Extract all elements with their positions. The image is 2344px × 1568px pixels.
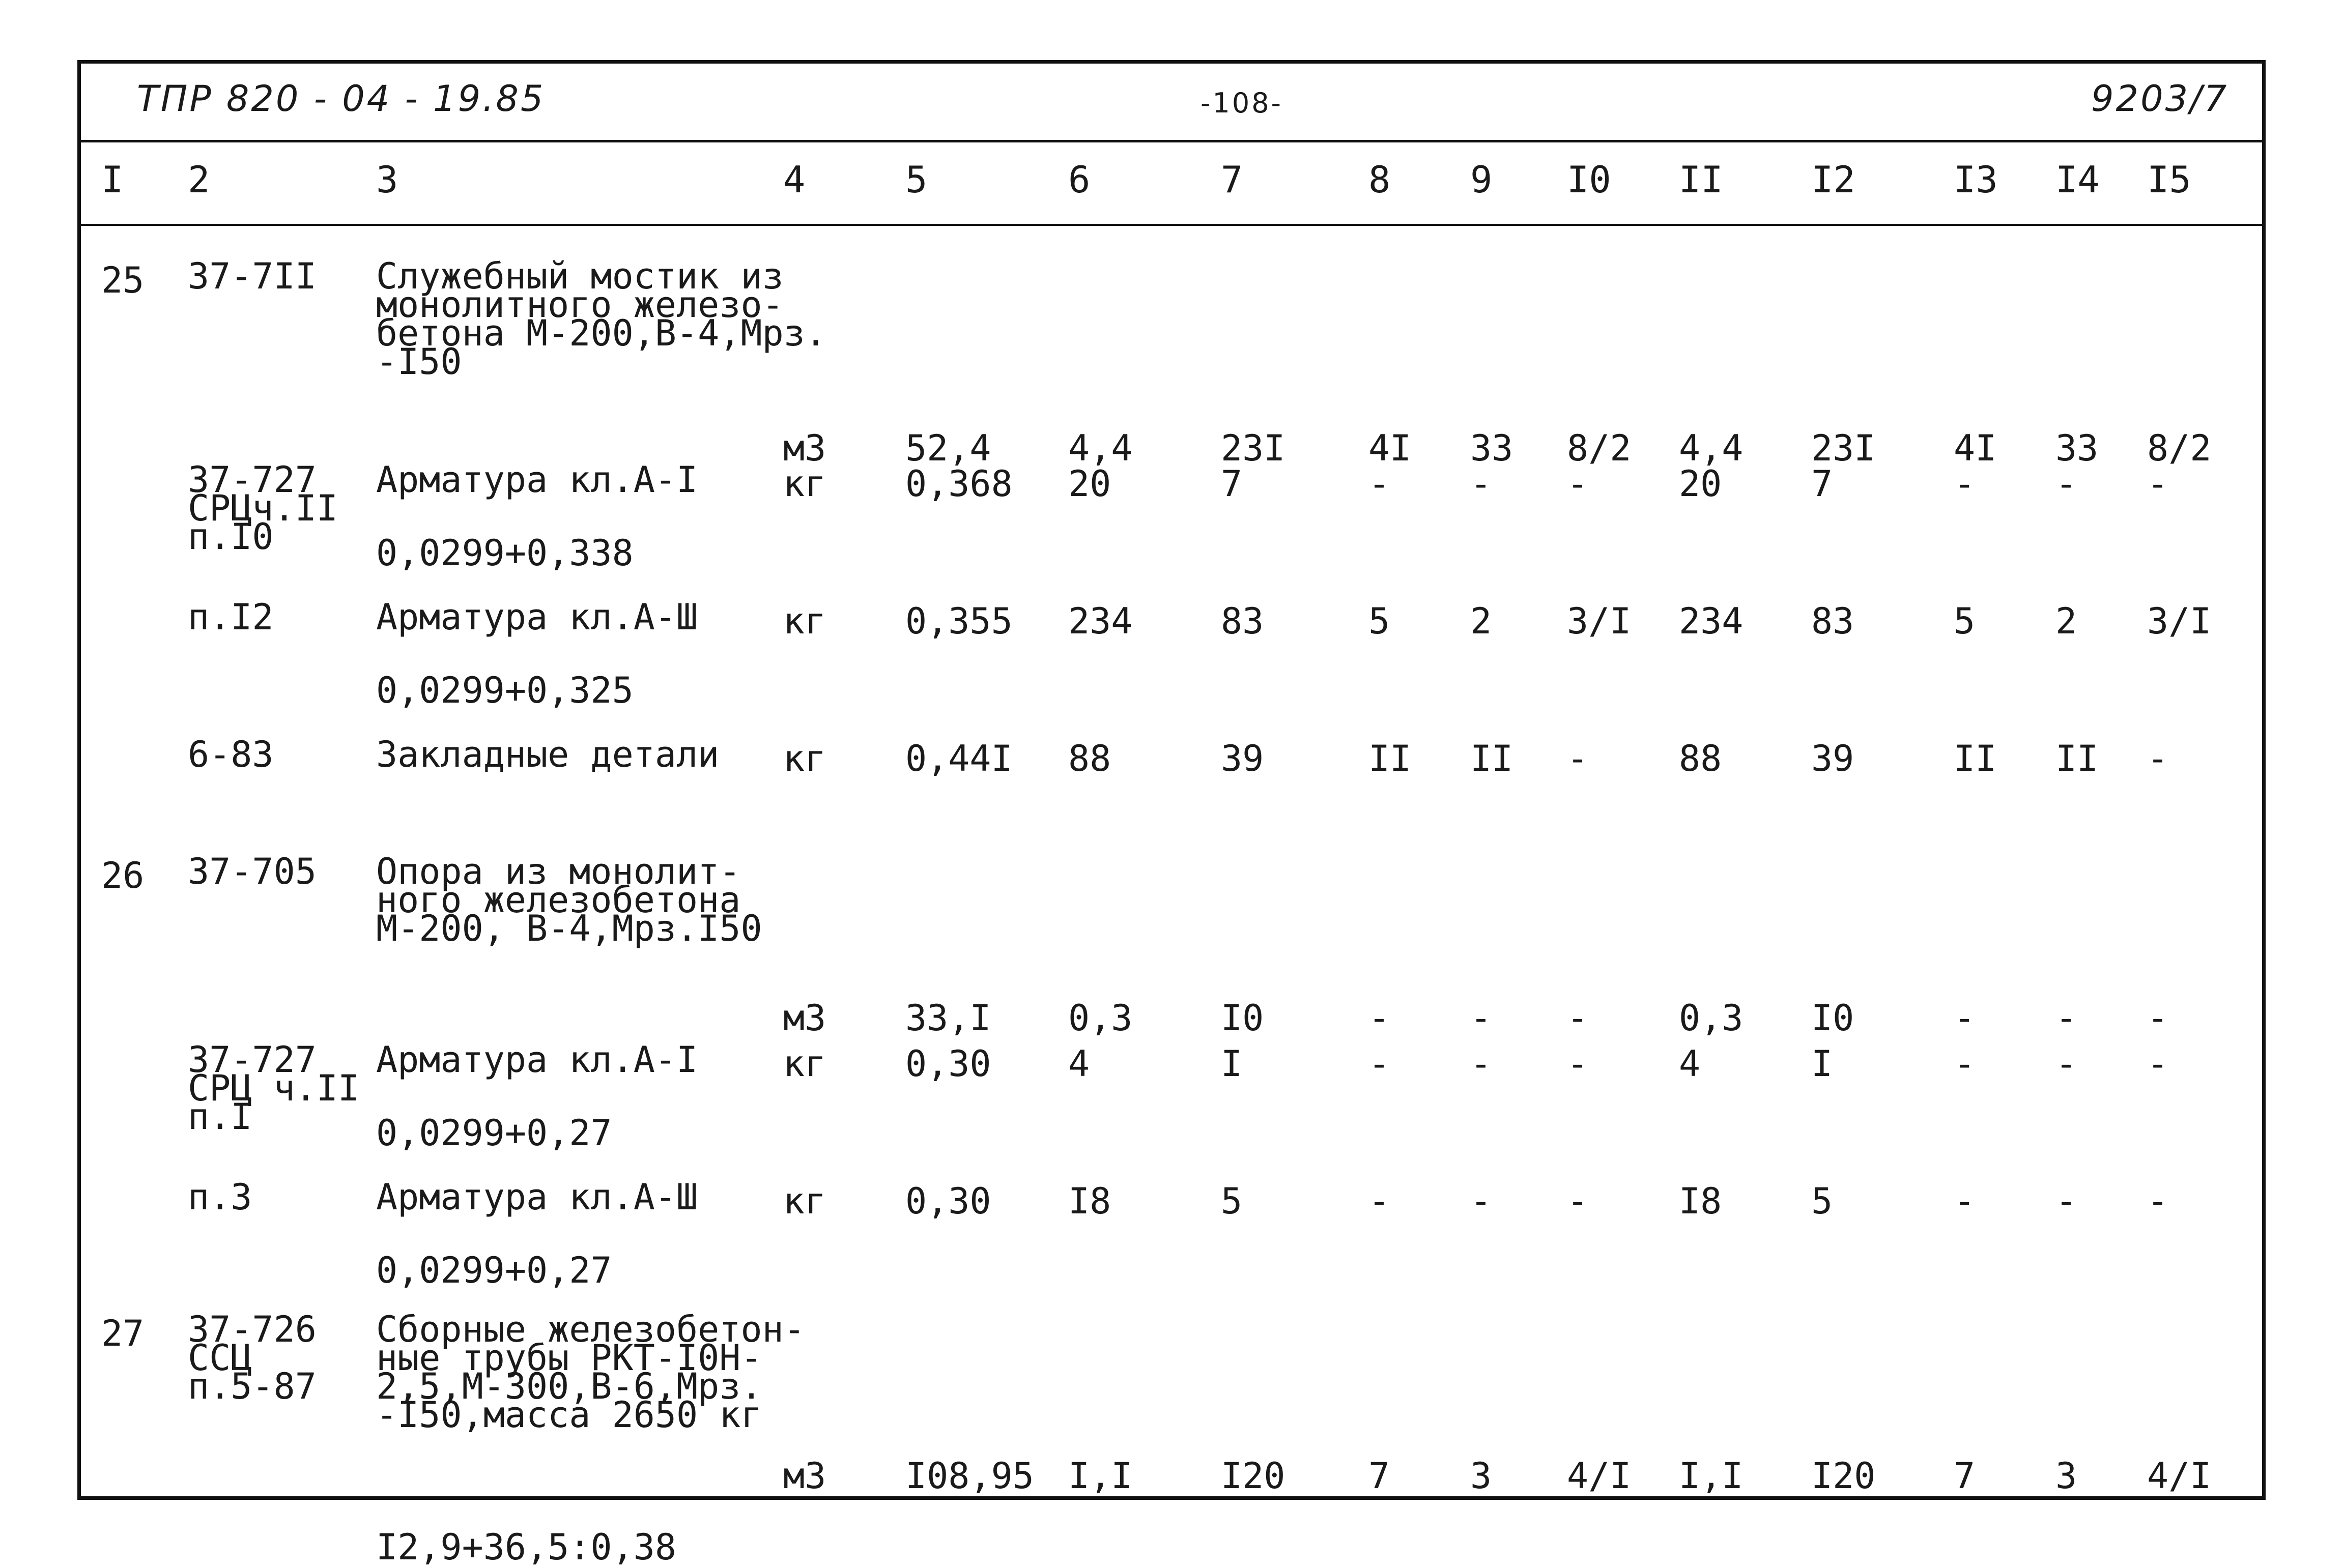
value-col-12: 83 <box>1811 600 1854 642</box>
value-col-8: - <box>1368 997 1390 1039</box>
value-col-15: 3/I <box>2147 600 2212 642</box>
rate-code: 37-7II <box>188 255 317 297</box>
value-col-13: - <box>1954 1043 1976 1085</box>
value-col-5: 0,44I <box>905 738 1013 779</box>
value-col-7: I0 <box>1221 997 1264 1039</box>
value-col-13: II <box>1954 738 1997 779</box>
value-col-14: - <box>2055 1043 2077 1085</box>
unit: кг <box>783 1043 826 1085</box>
value-col-11: I,I <box>1679 1455 1743 1497</box>
value-col-15: - <box>2147 738 2169 779</box>
column-number: 9 <box>1470 158 1493 201</box>
column-header-divider <box>81 224 2262 226</box>
rate-code: 37-727 СРЦч.II п.I0 <box>188 459 338 558</box>
value-col-14: 2 <box>2055 600 2077 642</box>
calculation-formula: 0,0299+0,325 <box>376 670 634 711</box>
document-sheet <box>77 60 2266 1568</box>
value-col-9: - <box>1470 463 1492 505</box>
value-col-5: 0,30 <box>905 1180 991 1222</box>
value-col-6: I,I <box>1068 1455 1133 1497</box>
calculation-formula: I2,9+36,5:0,38 <box>376 1526 677 1568</box>
value-col-10: - <box>1567 1180 1589 1222</box>
column-number: 5 <box>905 158 928 201</box>
value-col-10: 4/I <box>1567 1455 1632 1497</box>
value-col-13: 7 <box>1954 1455 1976 1497</box>
value-col-10: 8/2 <box>1567 427 1632 469</box>
value-col-7: I <box>1221 1043 1243 1085</box>
value-col-14: - <box>2055 997 2077 1039</box>
page-number: -108- <box>1200 87 1283 119</box>
column-number: I2 <box>1811 158 1855 201</box>
column-number: 3 <box>376 158 398 201</box>
work-description: Арматура кл.А-Ш <box>376 1176 698 1218</box>
value-col-6: 0,3 <box>1068 997 1133 1039</box>
value-col-8: 5 <box>1368 600 1390 642</box>
value-col-14: 3 <box>2055 1455 2077 1497</box>
value-col-8: 7 <box>1368 1455 1390 1497</box>
value-col-5: 52,4 <box>905 427 991 469</box>
value-col-14: 33 <box>2055 427 2099 469</box>
value-col-14: II <box>2055 738 2099 779</box>
value-col-12: 7 <box>1811 463 1833 505</box>
value-col-9: - <box>1470 1043 1492 1085</box>
value-col-7: 23I <box>1221 427 1285 469</box>
unit: м3 <box>783 1455 826 1497</box>
header-divider <box>81 140 2262 142</box>
value-col-13: - <box>1954 997 1976 1039</box>
value-col-7: 39 <box>1221 738 1264 779</box>
column-number: II <box>1679 158 1723 201</box>
value-col-7: 7 <box>1221 463 1243 505</box>
value-col-12: I <box>1811 1043 1833 1085</box>
value-col-13: 5 <box>1954 600 1976 642</box>
value-col-11: 4 <box>1679 1043 1701 1085</box>
value-col-11: 0,3 <box>1679 997 1743 1039</box>
value-col-12: I0 <box>1811 997 1854 1039</box>
value-col-7: 83 <box>1221 600 1264 642</box>
column-number: 8 <box>1368 158 1391 201</box>
value-col-14: - <box>2055 463 2077 505</box>
unit: кг <box>783 463 826 505</box>
value-col-10: - <box>1567 463 1589 505</box>
item-number: 25 <box>101 259 145 301</box>
rate-code: п.I2 <box>188 596 274 638</box>
work-description: Служебный мостик из монолитного железо- бетона М-200,В-4,Мрз. -I50 <box>376 255 827 383</box>
column-number: I <box>101 158 124 201</box>
value-col-15: - <box>2147 997 2169 1039</box>
unit: м3 <box>783 997 826 1039</box>
value-col-6: 4,4 <box>1068 427 1133 469</box>
value-col-13: 4I <box>1954 427 1997 469</box>
value-col-9: 2 <box>1470 600 1492 642</box>
column-number: I3 <box>1954 158 1998 201</box>
unit: кг <box>783 600 826 642</box>
value-col-11: I8 <box>1679 1180 1722 1222</box>
value-col-15: 4/I <box>2147 1455 2212 1497</box>
value-col-13: - <box>1954 1180 1976 1222</box>
value-col-9: II <box>1470 738 1513 779</box>
sheet-number: 9203/7 <box>2091 78 2229 120</box>
calculation-formula: 0,0299+0,27 <box>376 1112 612 1154</box>
value-col-12: 5 <box>1811 1180 1833 1222</box>
value-col-5: 0,30 <box>905 1043 991 1085</box>
value-col-5: 0,355 <box>905 600 1013 642</box>
value-col-15: - <box>2147 1043 2169 1085</box>
column-number: 4 <box>783 158 806 201</box>
value-col-12: 23I <box>1811 427 1876 469</box>
column-number: 7 <box>1221 158 1243 201</box>
value-col-8: II <box>1368 738 1412 779</box>
value-col-8: 4I <box>1368 427 1412 469</box>
value-col-14: - <box>2055 1180 2077 1222</box>
column-number: I4 <box>2055 158 2100 201</box>
value-col-5: 0,368 <box>905 463 1013 505</box>
rate-code: 37-705 <box>188 851 317 892</box>
value-col-11: 4,4 <box>1679 427 1743 469</box>
value-col-9: 33 <box>1470 427 1513 469</box>
value-col-7: I20 <box>1221 1455 1285 1497</box>
value-col-5: 33,I <box>905 997 991 1039</box>
value-col-8: - <box>1368 1180 1390 1222</box>
unit: кг <box>783 738 826 779</box>
unit: м3 <box>783 427 826 469</box>
value-col-10: - <box>1567 738 1589 779</box>
value-col-15: 8/2 <box>2147 427 2212 469</box>
calculation-formula: 0,0299+0,338 <box>376 532 634 574</box>
value-col-11: 20 <box>1679 463 1722 505</box>
rate-code: п.3 <box>188 1176 252 1218</box>
calculation-formula: 0,0299+0,27 <box>376 1250 612 1291</box>
column-number: 2 <box>188 158 210 201</box>
value-col-5: I08,95 <box>905 1455 1034 1497</box>
value-col-10: - <box>1567 997 1589 1039</box>
column-number: I0 <box>1567 158 1611 201</box>
rate-code: 6-83 <box>188 734 274 775</box>
value-col-6: 234 <box>1068 600 1133 642</box>
value-col-11: 88 <box>1679 738 1722 779</box>
value-col-10: - <box>1567 1043 1589 1085</box>
column-number: 6 <box>1068 158 1091 201</box>
value-col-8: - <box>1368 463 1390 505</box>
value-col-15: - <box>2147 463 2169 505</box>
value-col-15: - <box>2147 1180 2169 1222</box>
value-col-8: - <box>1368 1043 1390 1085</box>
document-code: ТПР 820 - 04 - 19.85 <box>137 78 546 120</box>
work-description: Арматура кл.А-I <box>376 459 698 501</box>
value-col-13: - <box>1954 463 1976 505</box>
value-col-10: 3/I <box>1567 600 1632 642</box>
unit: кг <box>783 1180 826 1222</box>
rate-code: 37-726 ССЦ п.5-87 <box>188 1309 317 1407</box>
value-col-9: - <box>1470 997 1492 1039</box>
value-col-6: 4 <box>1068 1043 1090 1085</box>
value-col-9: 3 <box>1470 1455 1492 1497</box>
value-col-12: 39 <box>1811 738 1854 779</box>
rate-code: 37-727 СРЦ ч.II п.I <box>188 1039 360 1138</box>
work-description: Сборные железобетон- ные трубы РКТ-I0Н- 2,5,М-300,В-6,Мрз. -I50,масса 2650 кг <box>376 1309 805 1436</box>
item-number: 26 <box>101 855 145 896</box>
value-col-6: 88 <box>1068 738 1111 779</box>
work-description: Опора из монолит- ного железобетона М-200, В-4,Мрз.I50 <box>376 851 762 949</box>
work-description: Закладные детали <box>376 734 720 775</box>
value-col-6: I8 <box>1068 1180 1111 1222</box>
value-col-7: 5 <box>1221 1180 1243 1222</box>
work-description: Арматура кл.А-Ш <box>376 596 698 638</box>
value-col-11: 234 <box>1679 600 1743 642</box>
item-number: 27 <box>101 1313 145 1354</box>
value-col-9: - <box>1470 1180 1492 1222</box>
value-col-12: I20 <box>1811 1455 1876 1497</box>
value-col-6: 20 <box>1068 463 1111 505</box>
work-description: Арматура кл.А-I <box>376 1039 698 1081</box>
column-number: I5 <box>2147 158 2191 201</box>
